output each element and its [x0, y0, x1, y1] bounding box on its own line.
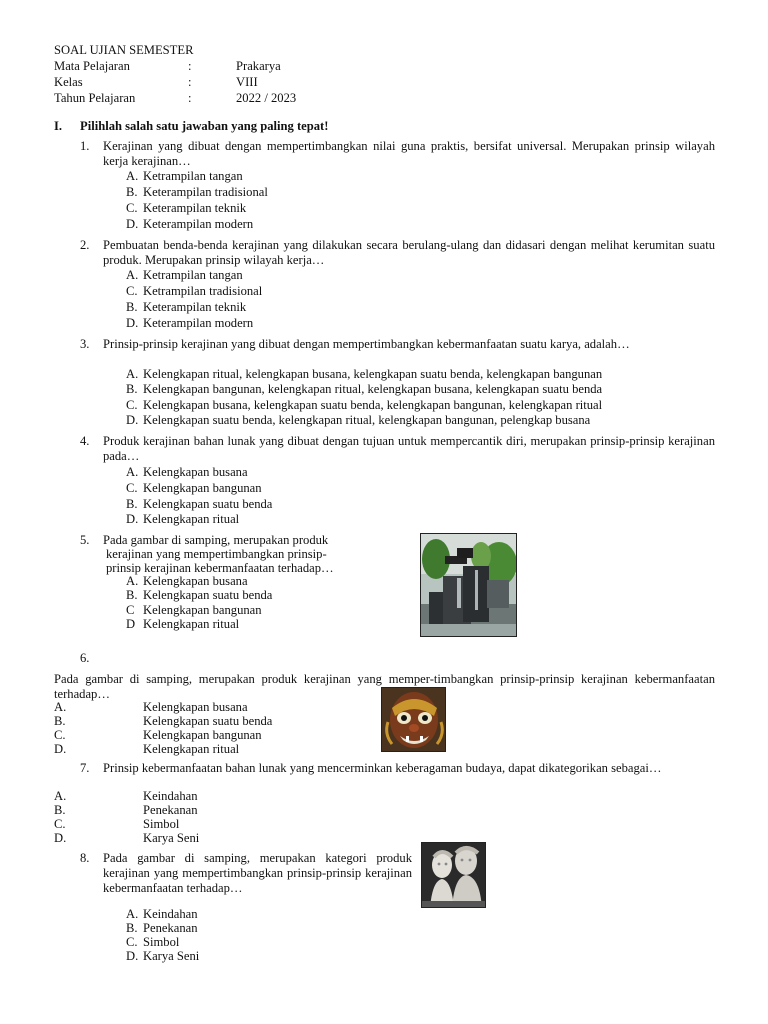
option-letter: A. [126, 465, 139, 479]
option-c[interactable] [126, 284, 262, 299]
option-letter: C. [126, 201, 138, 215]
question-number: 7. [80, 761, 90, 775]
option-c[interactable] [126, 603, 262, 618]
option-letter: C. [54, 728, 66, 742]
option-text: Keindahan [143, 789, 198, 803]
section-number: I. [54, 119, 63, 133]
option-text: Ketrampilan tangan [143, 268, 243, 282]
option-letter: C. [54, 817, 66, 831]
mask-photo [381, 687, 446, 752]
question-number: 4. [80, 434, 90, 448]
exam-title: SOAL UJIAN SEMESTER [54, 43, 194, 57]
question-text: Prinsip kebermanfaatan bahan lunak yang mencerminkan keberagaman budaya, dapat dikategorikan sebagai… [103, 761, 662, 775]
option-text: Keterampilan modern [143, 316, 254, 330]
option-a[interactable] [126, 907, 198, 922]
option-d[interactable] [126, 617, 239, 632]
option-text: Kelengkapan suatu benda, kelengkapan ritual, kelengkapan bangunan, pelengkap busana [143, 413, 591, 427]
option-b[interactable] [126, 382, 602, 397]
option-text: Kelengkapan busana [143, 700, 248, 714]
fountain-illustration [421, 534, 517, 637]
option-letter: A. [126, 169, 139, 183]
option-text: Kelengkapan busana, kelengkapan suatu benda, kelengkapan bangunan, kelengkapan ritual [143, 398, 603, 412]
option-letter: D. [126, 512, 139, 526]
option-b[interactable] [126, 921, 198, 936]
question-number: 2. [80, 238, 90, 252]
option-b[interactable] [126, 185, 268, 200]
year-colon: : [188, 91, 192, 105]
option-letter: B. [54, 803, 66, 817]
option-text: Keterampilan tradisional [143, 185, 268, 199]
subject-colon: : [188, 59, 192, 73]
option-letter: A. [126, 268, 139, 282]
mask-illustration [382, 688, 446, 752]
question-text: Prinsip-prinsip kerajinan yang dibuat dengan mempertimbangkan kebermanfaatan suatu karya, adalah… [103, 337, 630, 351]
option-c[interactable] [126, 935, 179, 950]
option-c[interactable] [126, 481, 262, 496]
question-text: Pada gambar di samping, merupakan produk kerajinan yang memper-timbangkan prinsip-prinsip kerajinan kebermanfaatan terhadap… [54, 672, 715, 701]
question-text: Produk kerajinan bahan lunak yang dibuat dengan tujuan untuk mempercantik diri, merupakan prinsip-prinsip kerajinan pada… [103, 434, 715, 463]
question-number: 6. [80, 651, 90, 665]
year-label: Tahun Pelajaran [54, 91, 136, 105]
option-a[interactable] [126, 465, 248, 480]
option-letter: D. [54, 831, 67, 845]
option-text: Kelengkapan ritual, kelengkapan busana, kelengkapan suatu benda, kelengkapan bangunan [143, 367, 603, 381]
option-text: Kelengkapan bangunan [143, 728, 262, 742]
subject-value: Prakarya [236, 59, 281, 73]
option-text: Kelengkapan ritual [143, 617, 240, 631]
sculpture-photo [421, 842, 486, 908]
question-text-line-1: Pada gambar di samping, merupakan produk [103, 533, 329, 547]
option-c[interactable] [126, 201, 246, 216]
option-letter: C. [126, 481, 138, 495]
option-b[interactable] [126, 497, 272, 512]
question-number: 1. [80, 139, 90, 153]
option-text: Kelengkapan busana [143, 574, 248, 588]
option-text: Ketrampilan tangan [143, 169, 243, 183]
option-text: Keindahan [143, 907, 198, 921]
question-number: 3. [80, 337, 90, 351]
option-a[interactable] [126, 268, 243, 283]
option-d[interactable] [126, 316, 253, 331]
option-text: Simbol [143, 817, 180, 831]
option-d[interactable] [126, 949, 199, 964]
option-text: Karya Seni [143, 949, 200, 963]
question-number: 5. [80, 533, 90, 547]
class-label: Kelas [54, 75, 83, 89]
question-number: 8. [80, 851, 90, 865]
section-title: Pilihlah salah satu jawaban yang paling tepat! [80, 119, 329, 133]
option-text: Penekanan [143, 803, 198, 817]
option-d[interactable] [126, 512, 239, 527]
option-letter: B. [126, 185, 138, 199]
option-d[interactable] [126, 217, 253, 232]
option-text: Kelengkapan bangunan [143, 603, 262, 617]
question-text: Kerajinan yang dibuat dengan mempertimbangkan nilai guna praktis, bersifat universal. Merupakan prinsip wilayah kerja kerajinan… [103, 139, 715, 168]
option-letter: C. [126, 398, 138, 412]
option-b[interactable] [126, 588, 272, 603]
option-text: Kelengkapan busana [143, 465, 248, 479]
option-letter: C [126, 603, 135, 617]
sculpture-illustration [422, 843, 486, 908]
option-text: Kelengkapan ritual [143, 742, 240, 756]
option-d[interactable] [126, 413, 590, 428]
fountain-photo [420, 533, 517, 637]
option-b[interactable] [126, 300, 246, 315]
year-value: 2022 / 2023 [236, 91, 297, 105]
option-text: Kelengkapan suatu benda [143, 588, 273, 602]
option-text: Kelengkapan bangunan [143, 481, 262, 495]
option-letter: B. [126, 300, 138, 314]
option-letter: B. [126, 921, 138, 935]
option-text: Karya Seni [143, 831, 200, 845]
option-letter: C. [126, 935, 138, 949]
option-letter: A. [126, 907, 139, 921]
option-text: Ketrampilan tradisional [143, 284, 263, 298]
option-text: Kelengkapan suatu benda [143, 497, 273, 511]
option-letter: D. [126, 413, 139, 427]
option-letter: A. [126, 367, 139, 381]
option-c[interactable] [126, 398, 602, 413]
class-colon: : [188, 75, 192, 89]
option-letter: D. [54, 742, 67, 756]
option-letter: A. [54, 700, 67, 714]
question-text: Pada gambar di samping, merupakan kategori produk kerajinan yang mempertimbangkan prinsip-prinsip kerajinan kebermanfaatan terhadap… [103, 851, 412, 895]
option-text: Keterampilan teknik [143, 201, 247, 215]
question-text: Pembuatan benda-benda kerajinan yang dilakukan secara berulang-ulang dan didasari dengan melihat kerumitan suatu produk. Merupakan prinsip wilayah kerja… [103, 238, 715, 267]
option-text: Keterampilan modern [143, 217, 254, 231]
option-text: Penekanan [143, 921, 198, 935]
option-letter: A. [126, 574, 139, 588]
option-letter: D. [126, 949, 139, 963]
option-letter: D. [126, 217, 139, 231]
option-letter: D. [126, 316, 139, 330]
option-a[interactable] [126, 169, 243, 184]
subject-label: Mata Pelajaran [54, 59, 130, 73]
option-letter: B. [126, 382, 138, 396]
option-letter: D [126, 617, 136, 631]
question-text-line-2: kerajinan yang mempertimbangkan prinsip- [106, 547, 327, 561]
option-text: Simbol [143, 935, 180, 949]
option-text: Kelengkapan bangunan, kelengkapan ritual, kelengkapan busana, kelengkapan suatu benda [143, 382, 603, 396]
option-text: Kelengkapan ritual [143, 512, 240, 526]
option-a[interactable] [126, 367, 602, 382]
option-letter: B. [54, 714, 66, 728]
class-value: VIII [236, 75, 258, 89]
option-letter: A. [54, 789, 67, 803]
option-text: Keterampilan teknik [143, 300, 247, 314]
option-text: Kelengkapan suatu benda [143, 714, 273, 728]
option-letter: B. [126, 497, 138, 511]
option-letter: C. [126, 284, 138, 298]
option-letter: B. [126, 588, 138, 602]
option-a[interactable] [126, 574, 248, 589]
question-text-line-3: prinsip kerajinan kebermanfaatan terhadap… [106, 561, 334, 575]
